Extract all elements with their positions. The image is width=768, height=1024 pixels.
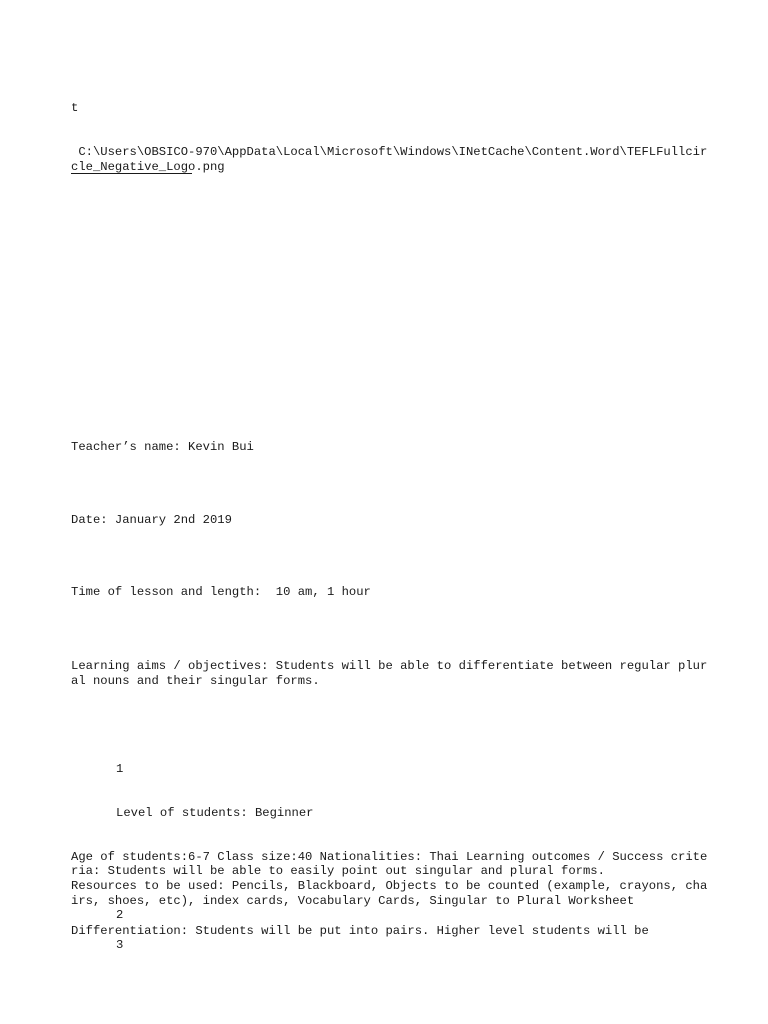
resources-block	[71, 850, 710, 967]
list-number-3: 3	[116, 937, 124, 952]
image-path-text: C:\Users\OBSICO-970\AppData\Local\Microsoft\Windows\INetCache\Content.Word\TEFLFullcircle_Negative_Logo.png	[71, 144, 708, 174]
horizontal-rule	[71, 173, 192, 174]
resources-paragraph: Resources to be used: Pencils, Blackboard, Objects to be counted (example, crayons, chairs, shoes, etc), index cards, Vocabulary Cards, Singular to Plural Worksheet	[71, 879, 708, 908]
learning-aims-paragraph: Learning aims / objectives: Students will be able to differentiate between regular plural nouns and their singular forms.	[71, 659, 708, 688]
lesson-time-line: Time of lesson and length: 10 am, 1 hour	[71, 585, 371, 599]
student-details-paragraph: Age of students:6-7 Class size:40 Nationalities: Thai Learning outcomes / Success criteria: Students will be able to easily point out singular and plural forms.	[71, 849, 708, 879]
list-number-1: 1	[116, 762, 124, 777]
stray-character: t	[71, 101, 79, 116]
differentiation-paragraph: Differentiation: Students will be put into pairs. Higher level students will be	[71, 924, 649, 938]
list-number-2: 2	[116, 908, 124, 923]
teacher-name-line: Teacher’s name: Kevin Bui	[71, 440, 254, 454]
student-level-line: Level of students: Beginner	[116, 805, 314, 820]
header-text	[71, 72, 710, 189]
date-line: Date: January 2nd 2019	[71, 513, 232, 527]
